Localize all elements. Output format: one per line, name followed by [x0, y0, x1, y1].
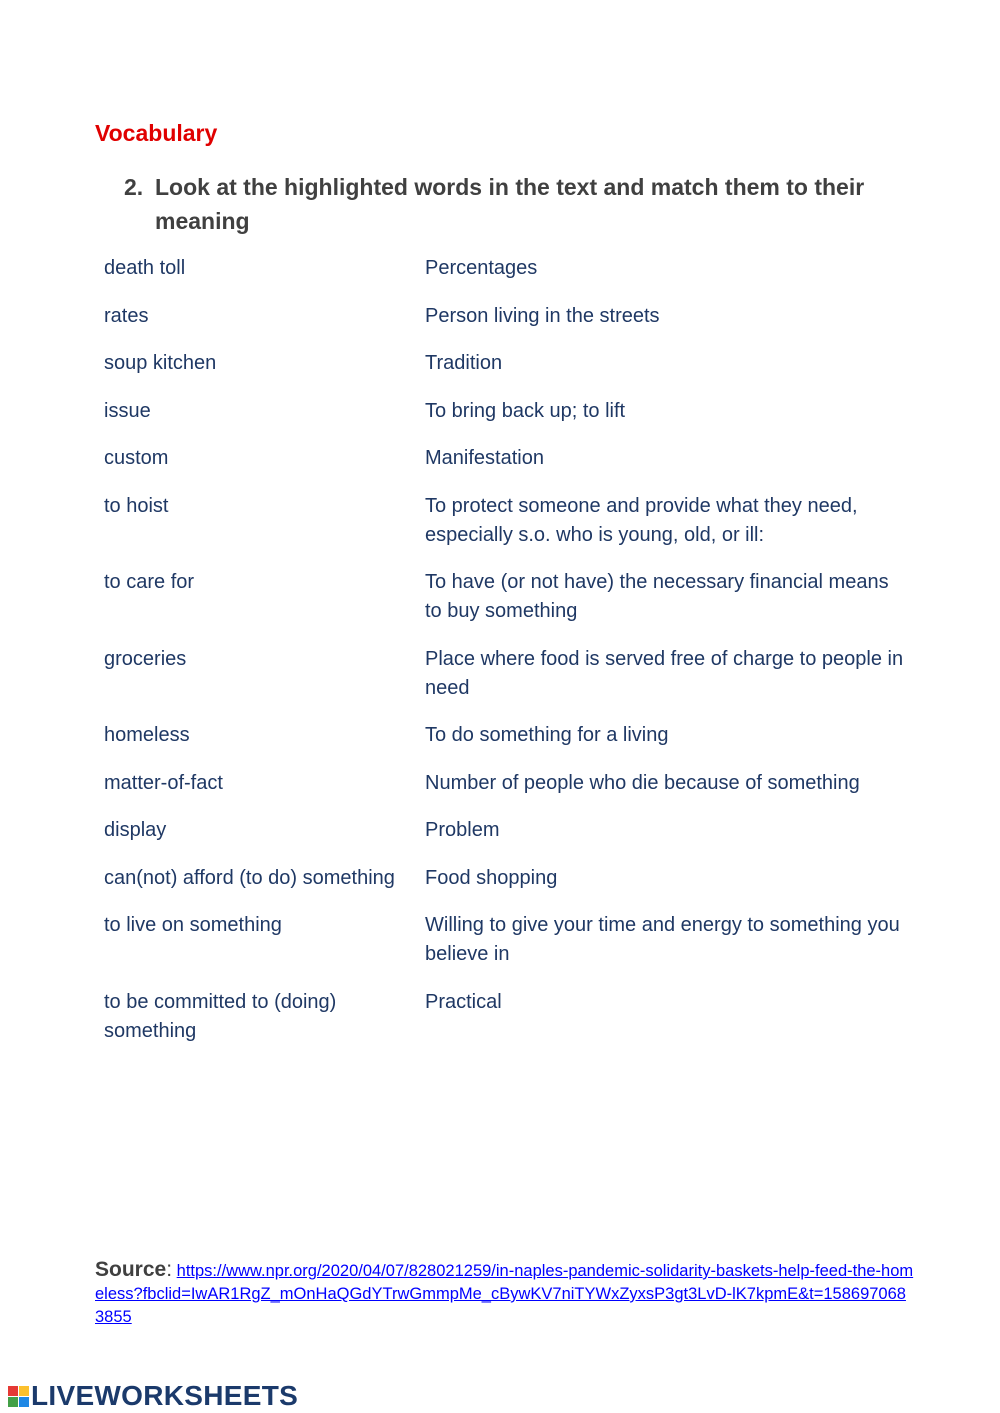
table-row: [104, 302, 924, 331]
vocab-term: groceries: [104, 647, 187, 670]
vocab-definition: To protect someone and provide what they need, especially s.o. who is young, old, or ill:: [425, 494, 858, 546]
vocab-term: homeless: [104, 724, 190, 746]
vocab-definition: Person living in the streets: [425, 304, 660, 327]
vocab-term: rates: [104, 304, 149, 327]
vocab-term: matter-of-fact: [104, 771, 223, 794]
table-row: [104, 645, 924, 703]
source-colon: :: [166, 1258, 173, 1281]
logo-icon: [8, 1386, 29, 1407]
table-row: [104, 864, 924, 893]
table-row: [104, 911, 924, 969]
question-text: Look at the highlighted words in the text and match them to their meaning: [155, 174, 865, 234]
vocab-term: to hoist: [104, 494, 169, 517]
matching-table: [104, 254, 924, 1064]
vocab-definition: Willing to give your time and energy to something you believe in: [425, 914, 900, 965]
table-row: [104, 254, 924, 283]
vocab-term: to care for: [104, 571, 195, 593]
vocab-term: to be committed to (doing) something: [104, 990, 337, 1042]
vocab-definition: Place where food is served free of charge to people in need: [425, 647, 904, 699]
vocab-definition: To bring back up; to lift: [425, 399, 626, 422]
vocab-definition: Food shopping: [425, 866, 558, 889]
table-row: [104, 492, 924, 550]
vocab-definition: Practical: [425, 990, 502, 1013]
vocab-definition: Manifestation: [425, 447, 544, 469]
table-row: [104, 988, 924, 1046]
logo-square: [8, 1397, 18, 1407]
question-number: 2.: [124, 174, 144, 200]
table-row: [104, 721, 924, 750]
vocab-term: can(not) afford (to do) something: [104, 866, 395, 889]
vocab-term: death toll: [104, 257, 186, 279]
section-heading: Vocabulary: [95, 120, 218, 146]
vocab-definition: Tradition: [425, 352, 503, 374]
logo-square: [19, 1397, 29, 1407]
vocab-definition: Problem: [425, 819, 500, 841]
vocab-term: soup kitchen: [104, 352, 217, 374]
vocab-definition: Percentages: [425, 257, 538, 279]
vocab-definition: To have (or not have) the necessary financial means to buy something: [425, 571, 889, 622]
table-row: [104, 769, 924, 798]
table-row: [104, 349, 924, 378]
question-2: [124, 170, 924, 238]
table-row: [104, 397, 924, 426]
vocab-definition: To do something for a living: [425, 724, 669, 746]
logo-text: LIVEWORKSHEETS: [31, 1380, 299, 1411]
logo-square: [19, 1386, 29, 1396]
vocab-definition: Number of people who die because of something: [425, 771, 860, 794]
table-row: [104, 568, 924, 626]
vocab-term: to live on something: [104, 914, 282, 936]
vocab-term: issue: [104, 399, 151, 422]
source-link[interactable]: https://www.npr.org/2020/04/07/828021259/in-naples-pandemic-solidarity-baskets-help-feed-the-homeless?fbclid=IwAR1RgZ_mOnHaQGdYTrwGmmpMe_cBywKV7niTYWxZyxsP3gt3LvD-lK7kpmE&t=1586970683855: [95, 1262, 914, 1326]
liveworksheets-logo: [8, 1380, 298, 1412]
source-citation: [95, 1258, 915, 1329]
source-label: Source: [95, 1258, 167, 1281]
table-row: [104, 444, 924, 473]
logo-square: [8, 1386, 18, 1396]
vocab-term: custom: [104, 447, 169, 469]
vocab-term: display: [104, 819, 167, 841]
table-row: [104, 816, 924, 845]
